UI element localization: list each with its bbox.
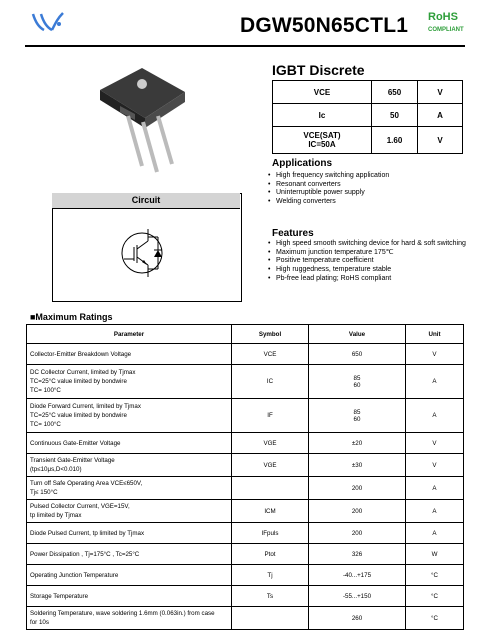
igbt-symbol-icon — [120, 225, 170, 281]
parameter-line: Tj≤ 150°C — [30, 489, 58, 496]
symbol-cell — [232, 477, 309, 500]
column-header-symbol: Symbol — [232, 325, 309, 344]
value-line: ±30 — [351, 461, 363, 469]
table-row — [27, 477, 464, 500]
parameter-line: (tp≤10μs,D<0.010) — [30, 466, 82, 473]
symbol-cell: VGE — [232, 433, 309, 454]
value-line: 326 — [351, 550, 363, 558]
value-line: 85 — [353, 374, 361, 382]
spec-param-line: VCE(SAT) — [303, 131, 341, 140]
symbol-cell: VGE — [232, 454, 309, 477]
spec-unit: V — [418, 127, 463, 154]
parameter-line: for 10s — [30, 619, 49, 626]
parameter-cell — [27, 477, 232, 500]
parameter-line: Operating Junction Temperature — [30, 571, 119, 579]
parameter-line: Diode Pulsed Current, tp limited by Tjmax — [30, 529, 145, 537]
value-line: -40...+175 — [342, 571, 372, 579]
parameter-cell — [27, 523, 232, 544]
table-row — [27, 344, 464, 365]
max-ratings-body — [27, 344, 464, 630]
unit-cell: °C — [406, 586, 464, 607]
value-line: 200 — [351, 529, 363, 537]
value-cell — [309, 544, 406, 565]
table-row — [27, 399, 464, 433]
parameter-cell — [27, 433, 232, 454]
unit-cell: A — [406, 477, 464, 500]
list-item: • High frequency switching application — [268, 172, 468, 181]
parameter-line: DC Collector Current, limited by Tjmax — [30, 369, 136, 376]
table-row — [27, 433, 464, 454]
header-rule — [25, 45, 465, 47]
symbol-cell: VCE — [232, 344, 309, 365]
value-line: 650 — [351, 350, 363, 358]
max-ratings-table — [26, 324, 464, 630]
column-header-parameter: Parameter — [27, 325, 232, 344]
value-cell — [309, 523, 406, 544]
spec-row — [273, 81, 463, 104]
list-item: • Positive temperature coefficient — [268, 257, 468, 266]
symbol-cell: IF — [232, 399, 309, 433]
value-line: 60 — [353, 415, 361, 423]
list-item: • High speed smooth switching device for hard & soft switching — [268, 240, 468, 249]
features-list — [268, 240, 468, 284]
unit-cell: A — [406, 365, 464, 399]
symbol-cell — [232, 607, 309, 630]
spec-row — [273, 104, 463, 127]
list-item: • Maximum junction temperature 175℃ — [268, 249, 468, 258]
list-item: • Uninterruptible power supply — [268, 189, 468, 198]
parameter-cell — [27, 500, 232, 523]
value-line: 85 — [353, 408, 361, 416]
symbol-cell: IFpuls — [232, 523, 309, 544]
company-logo — [30, 10, 66, 34]
unit-cell: °C — [406, 607, 464, 630]
parameter-line: Continuous Gate-Emitter Voltage — [30, 439, 121, 447]
parameter-cell — [27, 607, 232, 630]
spec-param — [273, 127, 372, 154]
value-line: 200 — [351, 484, 363, 492]
symbol-cell: ICM — [232, 500, 309, 523]
value-cell — [309, 433, 406, 454]
symbol-cell: IC — [232, 365, 309, 399]
symbol-cell: Ptot — [232, 544, 309, 565]
parameter-line: Power Dissipation , Tj=175°C , Tc=25°C — [30, 550, 140, 558]
spec-param: Ic — [273, 104, 372, 127]
column-header-unit: Unit — [406, 325, 464, 344]
circuit-title: Circuit — [52, 193, 240, 209]
value-cell — [309, 344, 406, 365]
table-row — [27, 454, 464, 477]
product-type-title: IGBT Discrete — [272, 62, 365, 78]
spec-row — [273, 127, 463, 154]
part-number: DGW50N65CTL1 — [240, 14, 409, 37]
parameter-cell — [27, 344, 232, 365]
table-row — [27, 544, 464, 565]
spec-value: 50 — [372, 104, 418, 127]
value-cell — [309, 399, 406, 433]
unit-cell: A — [406, 523, 464, 544]
applications-list — [268, 172, 468, 207]
to247-package-image — [90, 60, 200, 180]
parameter-line: Soldering Temperature, wave soldering 1.6mm (0.063in.) from case — [30, 610, 215, 617]
value-cell — [309, 454, 406, 477]
list-item: • Resonant converters — [268, 181, 468, 190]
list-item: • High ruggedness, temperature stable — [268, 266, 468, 275]
spec-unit: V — [418, 81, 463, 104]
key-spec-table — [272, 80, 463, 154]
parameter-cell — [27, 454, 232, 477]
parameter-cell — [27, 565, 232, 586]
unit-cell: V — [406, 344, 464, 365]
value-line: 260 — [351, 614, 363, 622]
features-title: Features — [272, 228, 314, 239]
unit-cell: °C — [406, 565, 464, 586]
parameter-line: TC= 100°C — [30, 421, 61, 428]
table-row — [27, 607, 464, 630]
max-ratings-title: ■Maximum Ratings — [30, 312, 113, 322]
table-row — [27, 565, 464, 586]
parameter-line: Pulsed Collector Current, VGE=15V, — [30, 503, 130, 510]
spec-value: 650 — [372, 81, 418, 104]
column-header-value: Value — [309, 325, 406, 344]
table-row — [27, 365, 464, 399]
parameter-line: Diode Forward Current, limited by Tjmax — [30, 403, 141, 410]
parameter-line: TC=25°C value limited by bondwire — [30, 412, 127, 419]
value-cell — [309, 586, 406, 607]
spec-param: VCE — [273, 81, 372, 104]
value-line: -55...+150 — [342, 592, 372, 600]
table-row — [27, 523, 464, 544]
table-row — [27, 586, 464, 607]
symbol-cell: Ts — [232, 586, 309, 607]
value-cell — [309, 477, 406, 500]
value-cell — [309, 365, 406, 399]
parameter-cell — [27, 586, 232, 607]
value-cell — [309, 565, 406, 586]
unit-cell: A — [406, 500, 464, 523]
list-item: • Welding converters — [268, 198, 468, 207]
rohs-compliant-label: COMPLIANT — [428, 27, 464, 33]
parameter-line: Turn off Safe Operating Area VCE≤650V, — [30, 480, 143, 487]
parameter-line: tp limited by Tjmax — [30, 512, 82, 519]
unit-cell: A — [406, 399, 464, 433]
parameter-cell — [27, 365, 232, 399]
symbol-cell: Tj — [232, 565, 309, 586]
value-line: ±20 — [351, 439, 363, 447]
value-line: 60 — [353, 381, 361, 389]
parameter-cell — [27, 544, 232, 565]
applications-title: Applications — [272, 158, 333, 169]
unit-cell: W — [406, 544, 464, 565]
parameter-line: Storage Temperature — [30, 592, 89, 600]
parameter-line: TC=25°C value limited by bondwire — [30, 378, 127, 385]
value-cell — [309, 607, 406, 630]
value-cell — [309, 500, 406, 523]
value-line: 200 — [351, 507, 363, 515]
parameter-cell — [27, 399, 232, 433]
rohs-badge: RoHS — [428, 11, 458, 23]
table-row — [27, 500, 464, 523]
unit-cell: V — [406, 454, 464, 477]
list-item: • Pb-free lead plating; RoHS compliant — [268, 275, 468, 284]
spec-param-condition: IC=50A — [308, 140, 336, 149]
parameter-line: Collector-Emitter Breakdown Voltage — [30, 350, 132, 358]
parameter-line: TC= 100°C — [30, 387, 61, 394]
parameter-line: Transient Gate-Emitter Voltage — [30, 457, 115, 464]
spec-unit: A — [418, 104, 463, 127]
table-header-row — [27, 325, 464, 344]
unit-cell: V — [406, 433, 464, 454]
spec-value: 1.60 — [372, 127, 418, 154]
